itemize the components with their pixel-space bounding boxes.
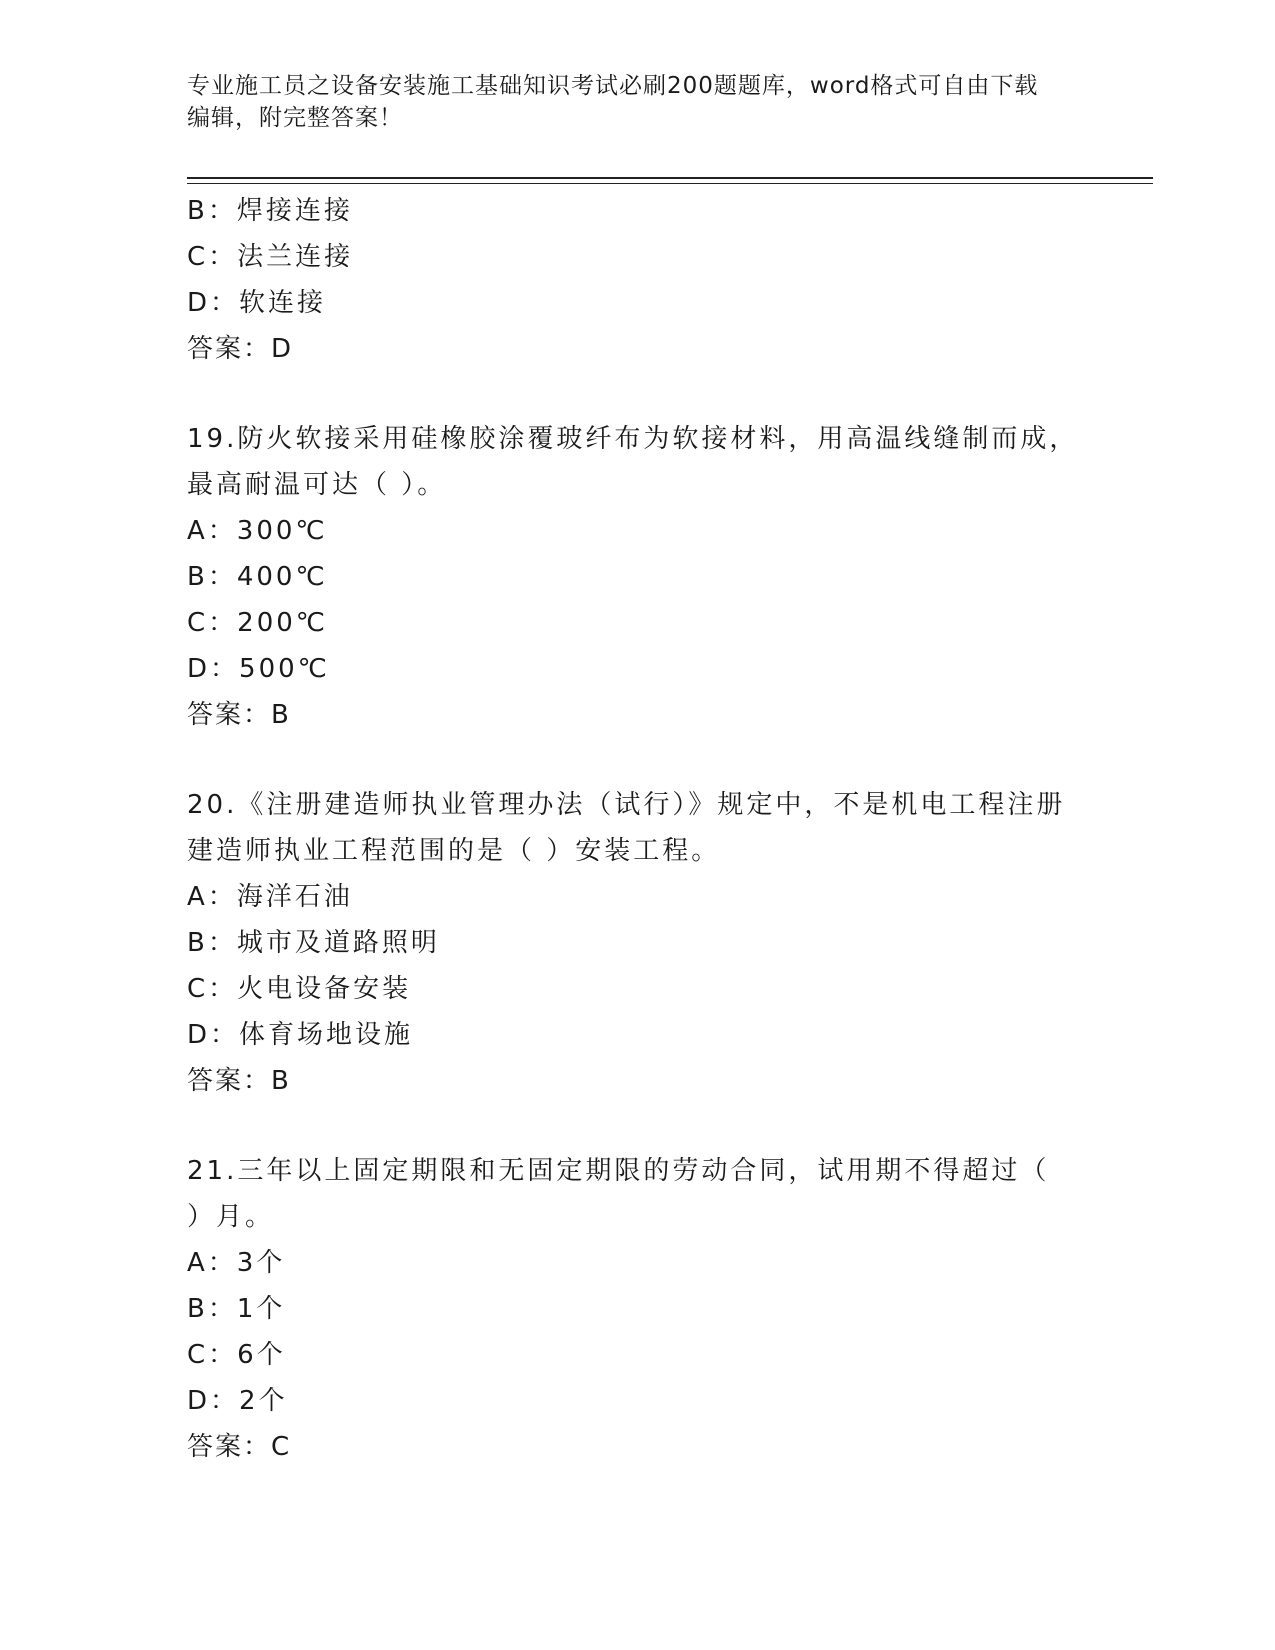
spacer xyxy=(187,1104,1087,1148)
question-20 xyxy=(187,782,1087,1104)
q20-option-a: A：海洋石油 xyxy=(187,882,353,912)
q20-option-c: C：火电设备安装 xyxy=(187,974,412,1004)
q20-answer: 答案：B xyxy=(187,1066,291,1096)
q21-option-d: D：2个 xyxy=(187,1386,288,1416)
document-header xyxy=(187,70,1067,134)
q18-option-c: C：法兰连接 xyxy=(187,242,354,272)
q19-answer: 答案：B xyxy=(187,700,291,730)
q20-option-d: D：体育场地设施 xyxy=(187,1020,414,1050)
q21-stem-line-2: ）月。 xyxy=(187,1202,275,1232)
q18-option-d: D：软连接 xyxy=(187,288,327,318)
spacer xyxy=(187,372,1087,416)
q18-option-b: B：焊接连接 xyxy=(187,196,353,226)
q20-stem-line-1: 20.《注册建造师执业管理办法（试行）》规定中，不是机电工程注册 xyxy=(187,790,1066,820)
q21-answer: 答案：C xyxy=(187,1432,292,1462)
q21-option-c: C：6个 xyxy=(187,1340,286,1370)
q19-option-b: B：400℃ xyxy=(187,562,328,592)
q21-option-b: B：1个 xyxy=(187,1294,286,1324)
q19-option-d: D：500℃ xyxy=(187,654,330,684)
q19-stem-line-2: 最高耐温可达（ ）。 xyxy=(187,470,447,500)
header-title-line-2: 编辑，附完整答案！ xyxy=(187,105,403,131)
q19-option-a: A：300℃ xyxy=(187,516,328,546)
q19-option-c: C：200℃ xyxy=(187,608,328,638)
question-18-tail xyxy=(187,188,1087,372)
question-21 xyxy=(187,1148,1087,1470)
q20-option-b: B：城市及道路照明 xyxy=(187,928,440,958)
q18-answer: 答案：D xyxy=(187,334,294,364)
header-divider-thick xyxy=(187,177,1153,179)
q20-stem-line-2: 建造师执业工程范围的是（ ）安装工程。 xyxy=(187,836,721,866)
question-19 xyxy=(187,416,1087,738)
q19-stem-line-1: 19.防火软接采用硅橡胶涂覆玻纤布为软接材料，用高温线缝制而成， xyxy=(187,424,1079,454)
question-list xyxy=(187,188,1087,1470)
q21-option-a: A：3个 xyxy=(187,1248,286,1278)
spacer xyxy=(187,738,1087,782)
q21-stem-line-1: 21.三年以上固定期限和无固定期限的劳动合同，试用期不得超过（ xyxy=(187,1156,1050,1186)
header-title-line-1: 专业施工员之设备安装施工基础知识考试必刷200题题库，word格式可自由下载 xyxy=(187,73,1039,99)
header-divider-thin xyxy=(187,183,1153,184)
